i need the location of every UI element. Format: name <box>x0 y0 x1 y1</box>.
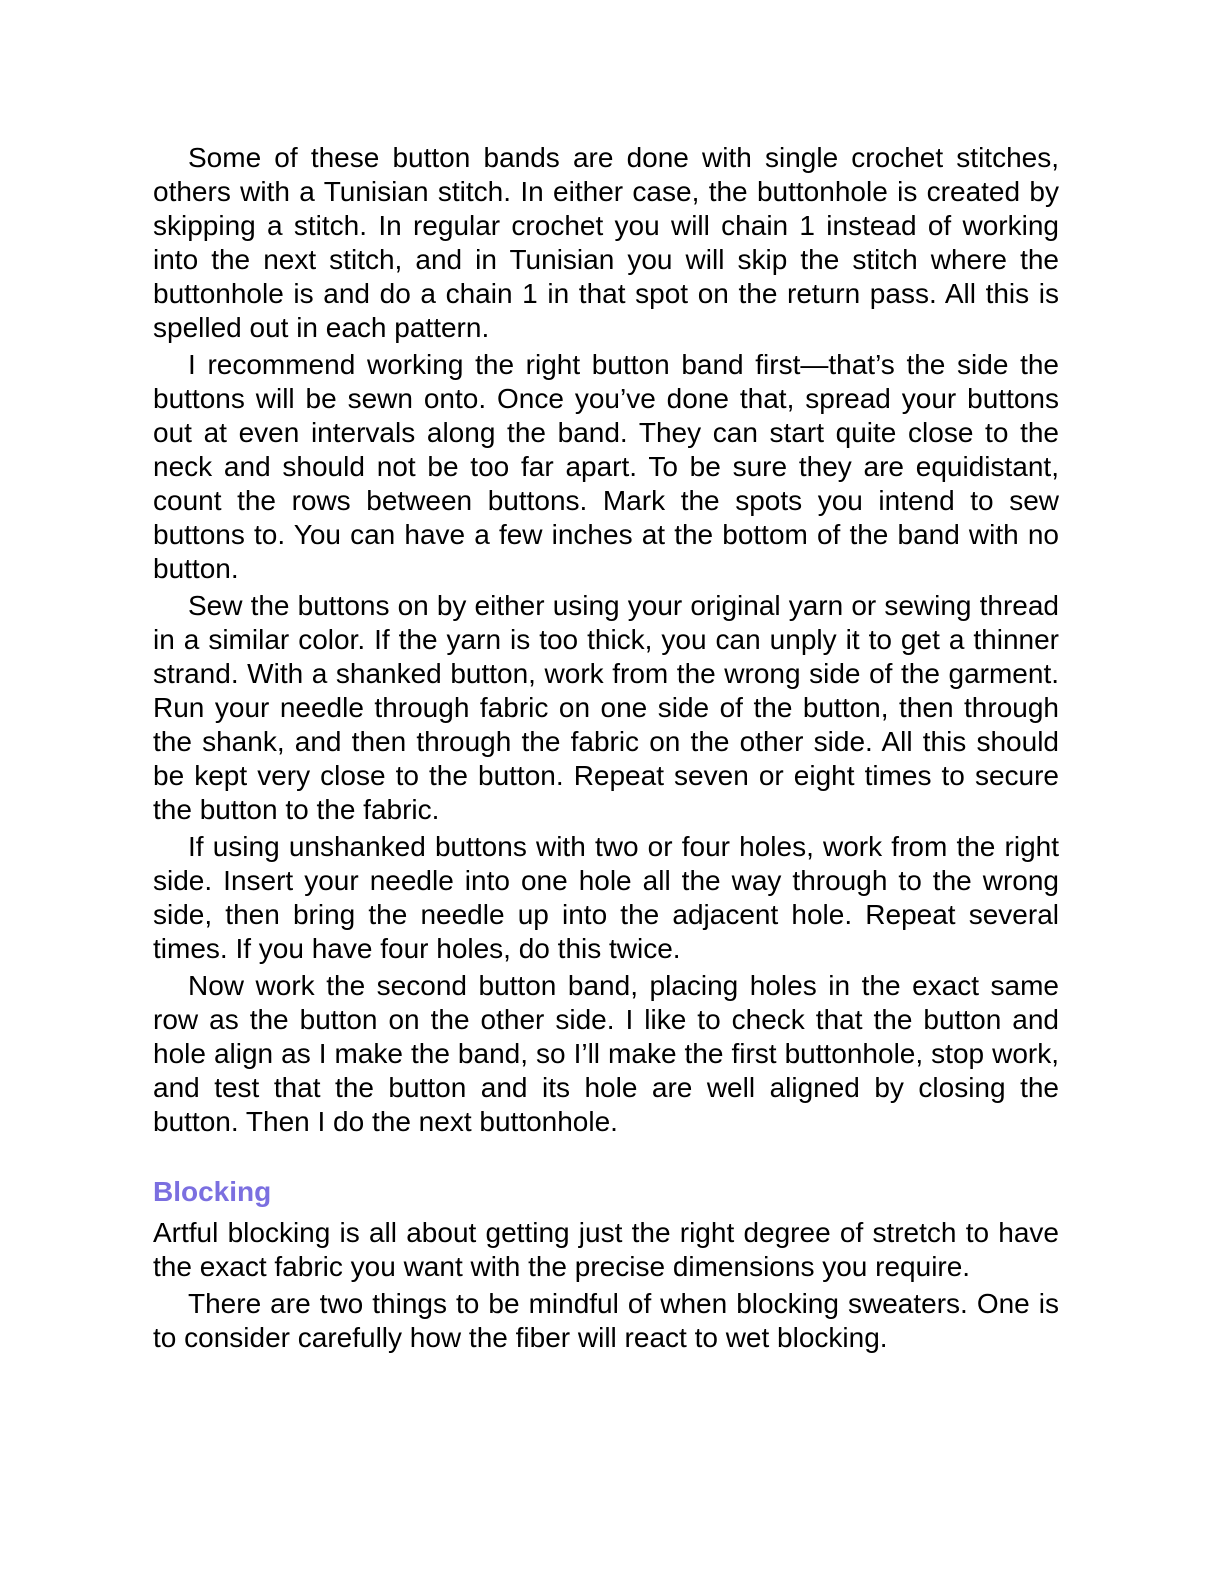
paragraph-second-button-band: Now work the second button band, placing holes in the exact same row as the button on the other side. I like to check that the button and hole align as I make the band, so I’ll make the first buttonhole, stop work, and test that the button and its hole are well aligned by closing the button. Then I do the next buttonhole. <box>153 970 1059 1137</box>
page-content <box>153 141 1059 1358</box>
paragraph-button-bands-stitches: Some of these button bands are done with single crochet stitches, others with a Tunisian stitch. In either case, the buttonhole is created by skipping a stitch. In regular crochet you will chain 1 instead of working into the next stitch, and in Tunisian you will skip the stitch where the buttonhole is and do a chain 1 in that spot on the return pass. All this is spelled out in each pattern. <box>153 142 1059 343</box>
paragraph-sewing-buttons: Sew the buttons on by either using your original yarn or sewing thread in a similar color. If the yarn is too thick, you can unply it to get a thinner strand. With a shanked button, work from the wrong side of the garment. Run your needle through fabric on one side of the button, then through the shank, and then through the fabric on the other side. All this should be kept very close to the button. Repeat seven or eight times to secure the button to the fabric. <box>153 590 1059 825</box>
paragraph-blocking-sweaters: There are two things to be mindful of when blocking sweaters. One is to consider carefully how the fiber will react to wet blocking. <box>153 1288 1059 1353</box>
paragraph-right-button-band: I recommend working the right button band first—that’s the side the buttons will be sewn onto. Once you’ve done that, spread your buttons out at even intervals along the band. They can start quite close to the neck and should not be too far apart. To be sure they are equidistant, count the rows between buttons. Mark the spots you intend to sew buttons to. You can have a few inches at the bottom of the band with no button. <box>153 349 1059 584</box>
section-heading-blocking: Blocking <box>153 1176 272 1207</box>
paragraph-blocking-intro: Artful blocking is all about getting just the right degree of stretch to have the exact fabric you want with the precise dimensions you require. <box>153 1217 1059 1282</box>
paragraph-unshanked-buttons: If using unshanked buttons with two or four holes, work from the right side. Insert your needle into one hole all the way through to the wrong side, then bring the needle up into the adjacent hole. Repeat several times. If you have four holes, do this twice. <box>153 831 1059 964</box>
